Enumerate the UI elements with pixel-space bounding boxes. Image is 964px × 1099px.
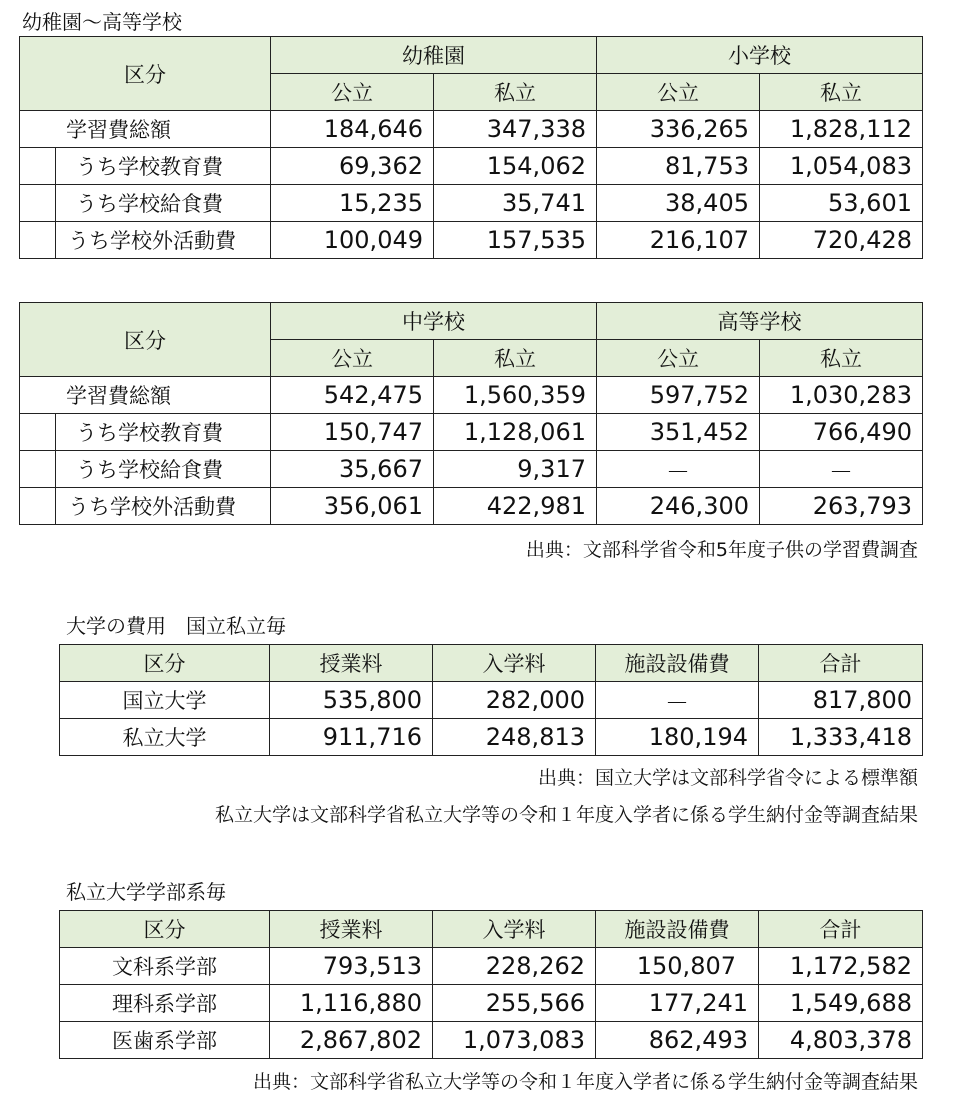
cell-value: － <box>596 682 759 719</box>
cell-value: 1,054,083 <box>760 148 923 185</box>
header-tuition: 授業料 <box>270 645 433 682</box>
header-group: 小学校 <box>597 37 923 74</box>
header-group: 高等学校 <box>597 303 923 340</box>
header-tuition: 授業料 <box>270 911 433 948</box>
source-note: 出典：文部科学省令和5年度子供の学習費調査 <box>525 539 918 561</box>
table-row <box>60 948 923 985</box>
row-label: 医歯系学部 <box>60 1022 270 1059</box>
header-total: 合計 <box>759 911 923 948</box>
row-label: 学習費総額 <box>20 377 271 414</box>
cell-value: 150,807 <box>596 948 759 985</box>
row-label: 学習費総額 <box>20 111 271 148</box>
row-label: 私立大学 <box>60 719 270 756</box>
cell-value: 817,800 <box>759 682 923 719</box>
cell-value: 100,049 <box>271 222 434 259</box>
row-label: うち学校外活動費 <box>56 488 271 525</box>
section1-caption: 幼稚園〜高等学校 <box>22 10 182 34</box>
row-label: うち学校外活動費 <box>56 222 271 259</box>
cell-value: 9,317 <box>434 451 597 488</box>
table-private-faculty <box>59 910 923 1059</box>
cell-value: － <box>597 451 760 488</box>
cell-value: 535,800 <box>270 682 433 719</box>
cell-value: 157,535 <box>434 222 597 259</box>
cell-value: 35,667 <box>271 451 434 488</box>
cell-value: 1,172,582 <box>759 948 923 985</box>
cell-value: 336,265 <box>597 111 760 148</box>
cell-value: 184,646 <box>271 111 434 148</box>
section3-caption: 大学の費用 国立私立毎 <box>66 614 286 638</box>
cell-value: 150,747 <box>271 414 434 451</box>
cell-value: 720,428 <box>760 222 923 259</box>
row-label: うち学校給食費 <box>56 185 271 222</box>
cell-value: 862,493 <box>596 1022 759 1059</box>
table-row <box>60 985 923 1022</box>
header-admission: 入学料 <box>433 911 596 948</box>
row-label: 理科系学部 <box>60 985 270 1022</box>
cell-value: 180,194 <box>596 719 759 756</box>
cell-value: 4,803,378 <box>759 1022 923 1059</box>
table-row <box>60 1022 923 1059</box>
table-row <box>20 222 923 259</box>
row-label: うち学校教育費 <box>56 414 271 451</box>
cell-value: 2,867,802 <box>270 1022 433 1059</box>
header-sub: 公立 <box>597 74 760 111</box>
header-category: 区分 <box>20 303 271 377</box>
header-sub: 私立 <box>760 74 923 111</box>
cell-value: 228,262 <box>433 948 596 985</box>
table-row <box>20 185 923 222</box>
table-row <box>20 451 923 488</box>
source-note: 出典：文部科学省私立大学等の令和１年度入学者に係る学生納付金等調査結果 <box>252 1071 918 1093</box>
header-sub: 公立 <box>271 340 434 377</box>
cell-value: 1,828,112 <box>760 111 923 148</box>
header-sub: 公立 <box>597 340 760 377</box>
cell-value: 1,560,359 <box>434 377 597 414</box>
cell-value: 351,452 <box>597 414 760 451</box>
cell-value: 216,107 <box>597 222 760 259</box>
cell-value: 53,601 <box>760 185 923 222</box>
table-row <box>20 488 923 525</box>
cell-value: 1,073,083 <box>433 1022 596 1059</box>
cell-value: 248,813 <box>433 719 596 756</box>
header-category: 区分 <box>60 911 270 948</box>
table-row <box>20 148 923 185</box>
table-row <box>20 377 923 414</box>
cell-value: 38,405 <box>597 185 760 222</box>
cell-value: 69,362 <box>271 148 434 185</box>
cell-value: 255,566 <box>433 985 596 1022</box>
header-sub: 公立 <box>271 74 434 111</box>
header-facility: 施設設備費 <box>596 645 759 682</box>
source-note: 私立大学は文部科学省私立大学等の令和１年度入学者に係る学生納付金等調査結果 <box>214 804 918 826</box>
row-label: うち学校給食費 <box>56 451 271 488</box>
cell-value: 35,741 <box>434 185 597 222</box>
header-sub: 私立 <box>760 340 923 377</box>
header-admission: 入学料 <box>433 645 596 682</box>
cell-value: 1,549,688 <box>759 985 923 1022</box>
cell-value: 793,513 <box>270 948 433 985</box>
header-total: 合計 <box>759 645 923 682</box>
section4-caption: 私立大学学部系毎 <box>66 880 226 904</box>
cell-value: 1,333,418 <box>759 719 923 756</box>
table-middle-high <box>19 302 923 525</box>
cell-value: 282,000 <box>433 682 596 719</box>
cell-value: 422,981 <box>434 488 597 525</box>
row-label: 文科系学部 <box>60 948 270 985</box>
row-label: うち学校教育費 <box>56 148 271 185</box>
cell-value: 347,338 <box>434 111 597 148</box>
cell-value: 177,241 <box>596 985 759 1022</box>
header-sub: 私立 <box>434 340 597 377</box>
cell-value: 766,490 <box>760 414 923 451</box>
table-university-cost <box>59 644 923 756</box>
cell-value: 246,300 <box>597 488 760 525</box>
table-row <box>60 719 923 756</box>
row-label: 国立大学 <box>60 682 270 719</box>
cell-value: 597,752 <box>597 377 760 414</box>
table-row <box>60 682 923 719</box>
cell-value: 154,062 <box>434 148 597 185</box>
header-facility: 施設設備費 <box>596 911 759 948</box>
cell-value: 81,753 <box>597 148 760 185</box>
cell-value: 911,716 <box>270 719 433 756</box>
table-row <box>20 111 923 148</box>
header-sub: 私立 <box>434 74 597 111</box>
table-row <box>20 414 923 451</box>
cell-value: 542,475 <box>271 377 434 414</box>
cell-value: 1,116,880 <box>270 985 433 1022</box>
header-category: 区分 <box>60 645 270 682</box>
source-note: 出典：国立大学は文部科学省令による標準額 <box>537 767 918 789</box>
cell-value: 15,235 <box>271 185 434 222</box>
cell-value: 1,030,283 <box>760 377 923 414</box>
header-group: 中学校 <box>271 303 597 340</box>
cell-value: 1,128,061 <box>434 414 597 451</box>
header-category: 区分 <box>20 37 271 111</box>
cell-value: 263,793 <box>760 488 923 525</box>
table-kindergarten-elementary <box>19 36 923 259</box>
cell-value: － <box>760 451 923 488</box>
cell-value: 356,061 <box>271 488 434 525</box>
header-group: 幼稚園 <box>271 37 597 74</box>
